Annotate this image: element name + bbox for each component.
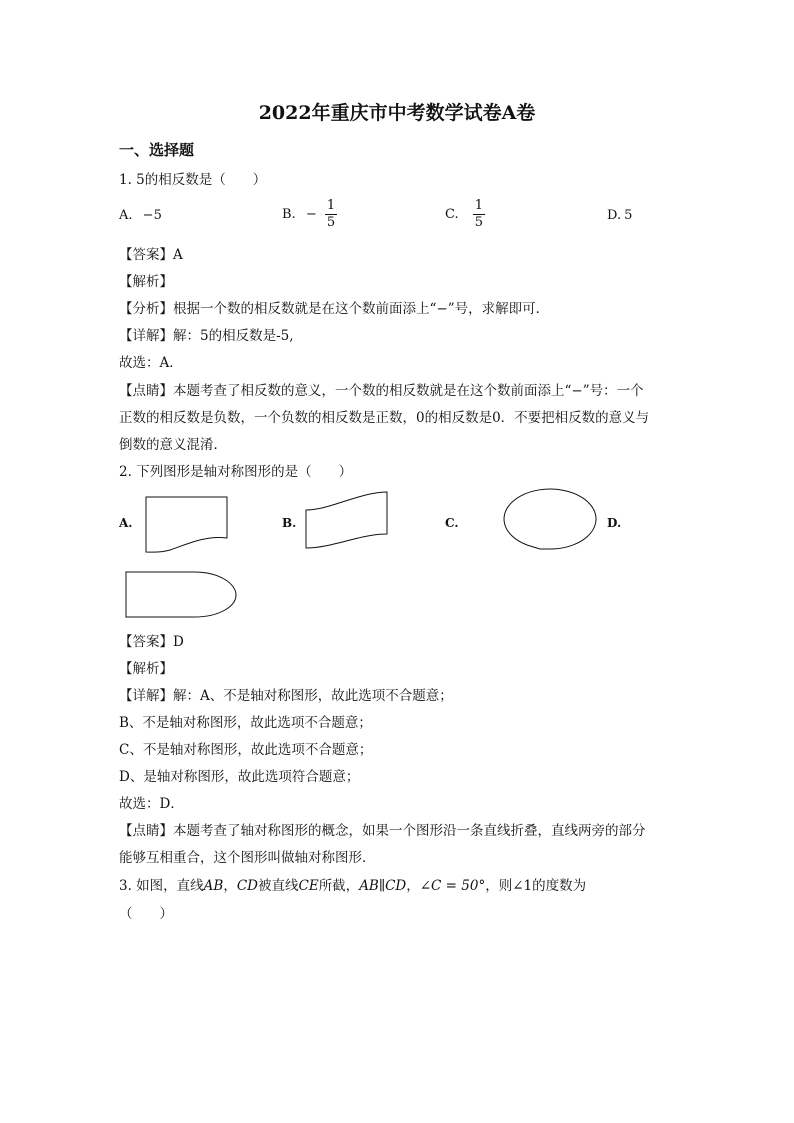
q1-option-d-value: 5 — [624, 208, 633, 223]
q2-dianjing-1: 【点睛】本题考查了轴对称图形的概念，如果一个图形沿一条直线折叠，直线两旁的部分 — [119, 823, 646, 839]
q1-dianjing-1: 【点睛】本题考查了相反数的意义，一个数的相反数就是在这个数前面添上“−”号：一个 — [119, 383, 644, 399]
q1-option-b-denominator: 5 — [326, 215, 336, 230]
q1-jiexi: 【解析】 — [119, 274, 173, 290]
q2-shape-c — [504, 489, 596, 549]
q3-parallel: AB∥CD — [359, 878, 407, 894]
q2-shape-a — [146, 497, 227, 552]
q2-jiexi: 【解析】 — [119, 661, 173, 677]
q1-guxuan: 故选：A． — [119, 355, 183, 371]
q1-dianjing-3: 倒数的意义混淆． — [119, 437, 227, 453]
q2-stem: 2. 下列图形是轴对称图形的是（ ） — [119, 464, 353, 480]
q2-shape-b — [306, 492, 387, 548]
q2-line-3: C、不是轴对称图形，故此选项不合题意； — [119, 742, 373, 758]
q1-option-b-label: B. — [282, 207, 296, 222]
q1-xiangjie: 【详解】解：5的相反数是-5, — [119, 328, 294, 344]
q3-text-3: 被直线 — [258, 878, 299, 894]
q3-stem — [119, 876, 586, 896]
q1-option-b-numerator: 1 — [326, 198, 336, 213]
q3-text-6: ，则∠1的度数为 — [485, 878, 587, 894]
q2-option-c-label: C. — [445, 516, 459, 530]
q2-option-b-label: B. — [282, 516, 297, 530]
q1-option-a-label: A. — [119, 208, 133, 223]
q3-text-1: 3. 如图，直线 — [119, 878, 204, 894]
q1-stem: 1. 5的相反数是（ ） — [119, 172, 267, 188]
q1-option-c-denominator: 5 — [474, 215, 484, 230]
q3-text-4: 所截， — [318, 878, 360, 894]
q3-text-2: ， — [223, 878, 237, 894]
q2-line-1: 【详解】解：A、不是轴对称图形，故此选项不合题意； — [119, 688, 453, 704]
q2-line-4: D、是轴对称图形，故此选项符合题意； — [119, 769, 360, 785]
q2-line-2: B、不是轴对称图形，故此选项不合题意； — [119, 715, 372, 731]
q1-option-a-value: −5 — [142, 208, 162, 223]
q3-text-5: ， — [406, 878, 420, 894]
q3-ab: AB — [203, 878, 224, 894]
page-title: 2022年重庆市中考数学试卷A卷 — [258, 102, 536, 124]
q2-shape-d — [126, 572, 236, 617]
q3-angle: ∠C = 50° — [419, 878, 486, 894]
q1-option-b-sign: − — [305, 207, 317, 222]
q3-ce: CE — [298, 878, 319, 894]
q1-option-d-label: D. — [607, 208, 622, 223]
q1-option-c-label: C. — [445, 207, 459, 222]
q1-dianjing-2: 正数的相反数是负数，一个负数的相反数是正数，0的相反数是0．不要把相反数的意义与 — [119, 410, 650, 426]
q2-answer: 【答案】D — [119, 634, 184, 650]
q3-paren: （ ） — [119, 906, 173, 922]
q3-cd: CD — [236, 878, 258, 894]
q2-option-a-label: A. — [119, 516, 133, 530]
q1-answer: 【答案】A — [119, 247, 183, 263]
section-heading: 一、选择题 — [119, 141, 195, 159]
q1-fenxi: 【分析】根据一个数的相反数就是在这个数前面添上“−”号，求解即可． — [119, 301, 550, 317]
q1-option-c-numerator: 1 — [474, 198, 484, 213]
q2-dianjing-2: 能够互相重合，这个图形叫做轴对称图形． — [119, 850, 376, 866]
q2-guxuan: 故选：D． — [119, 796, 184, 812]
q2-option-d-label: D. — [607, 516, 622, 530]
